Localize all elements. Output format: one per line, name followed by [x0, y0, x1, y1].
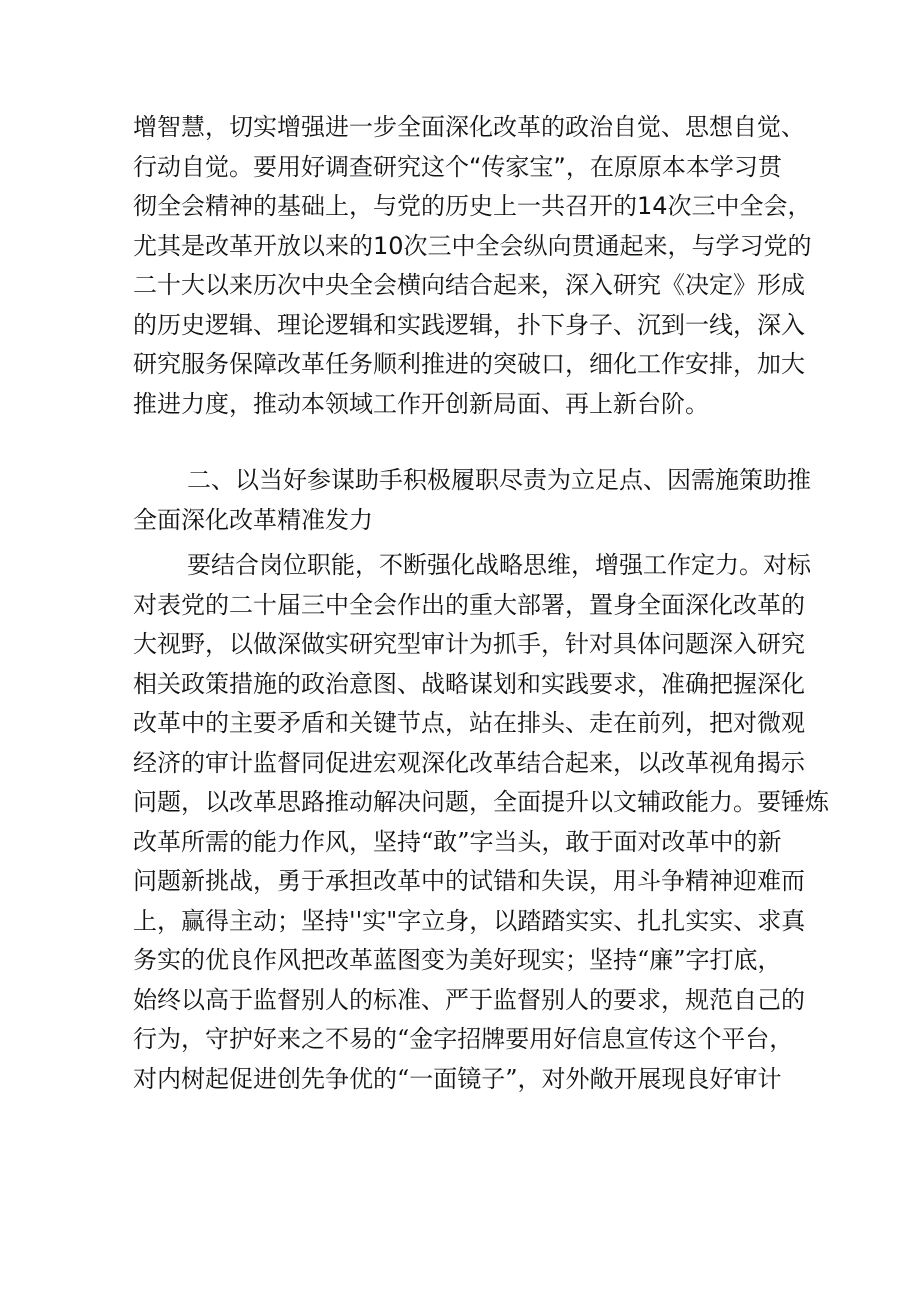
paragraph-line: 始终以高于监督别人的标准、严于监督别人的要求，规范自己的 — [133, 985, 805, 1014]
paragraph-line: 的历史逻辑、理论逻辑和实践逻辑，扑下身子、沉到一线，深入 — [133, 310, 805, 339]
paragraph-line: 彻全会精神的基础上，与党的历史上一共召开的14次三中全会， — [133, 192, 812, 220]
paragraph-line: 经济的审计监督同促进宏观深化改革结合起来，以改革视角揭示 — [133, 748, 805, 777]
paragraph-line: 相关政策措施的政治意图、战略谋划和实践要求，准确把握深化 — [133, 669, 805, 698]
paragraph-line: 研究服务保障改革任务顺利推进的突破口，细化工作安排，加大 — [133, 350, 805, 378]
body-paragraph — [133, 546, 829, 1099]
paragraph-line: 改革所需的能力作风，坚持“敢”字当头，敢于面对改革中的新 — [133, 827, 782, 856]
paragraph-line: 问题新挑战，勇于承担改革中的试错和失误，用斗争精神迎难而 — [133, 867, 805, 895]
section-heading — [133, 461, 811, 540]
paragraph-line: 推进力度，推动本领域工作开创新局面、再上新台阶。 — [133, 389, 709, 418]
paragraph-line: 大视野，以做深做实研究型审计为抓手，针对具体问题深入研究 — [133, 630, 805, 658]
paragraph-line: 对表党的二十届三中全会作出的重大部署，置身全面深化改革的 — [133, 590, 805, 619]
paragraph-line: 对内树起促进创先争优的“一面镜子”，对外敞开展现良好审计 — [133, 1064, 782, 1093]
paragraph-line: 增智慧，切实增强进一步全面深化改革的政治自觉、思想自觉、 — [133, 113, 805, 141]
paragraph-line: 改革中的主要矛盾和关键节点，站在排头、走在前列，把对微观 — [133, 709, 805, 737]
paragraph-line: 尤其是改革开放以来的10次三中全会纵向贯通起来，与学习党的 — [133, 231, 812, 260]
paragraph-line: 二十大以来历次中央全会横向结合起来，深入研究《决定》形成 — [133, 271, 805, 299]
top-paragraph — [133, 108, 812, 424]
paragraph-line: 行为，守护好来之不易的“金字招牌要用好信息宣传这个平台， — [133, 1025, 794, 1053]
heading-line: 二、以当好参谋助手积极履职尽责为立足点、因需施策助推 — [187, 466, 811, 494]
paragraph-line: 要结合岗位职能，不断强化战略思维，增强工作定力。对标 — [187, 551, 811, 579]
paragraph-line: 行动自觉。要用好调查研究这个“传家宝”，在原原本本学习贯 — [133, 152, 782, 181]
paragraph-line: 务实的优良作风把改革蓝图变为美好现实；坚持“廉”字打底， — [133, 946, 782, 974]
paragraph-line: 问题，以改革思路推动解决问题，全面提升以文辅政能力。要锤炼 — [133, 788, 829, 816]
paragraph-line: 上，赢得主动；坚持''实"字立身，以踏踏实实、扎扎实实、求真 — [133, 906, 806, 935]
heading-line: 全面深化改革精准发力 — [133, 505, 373, 534]
